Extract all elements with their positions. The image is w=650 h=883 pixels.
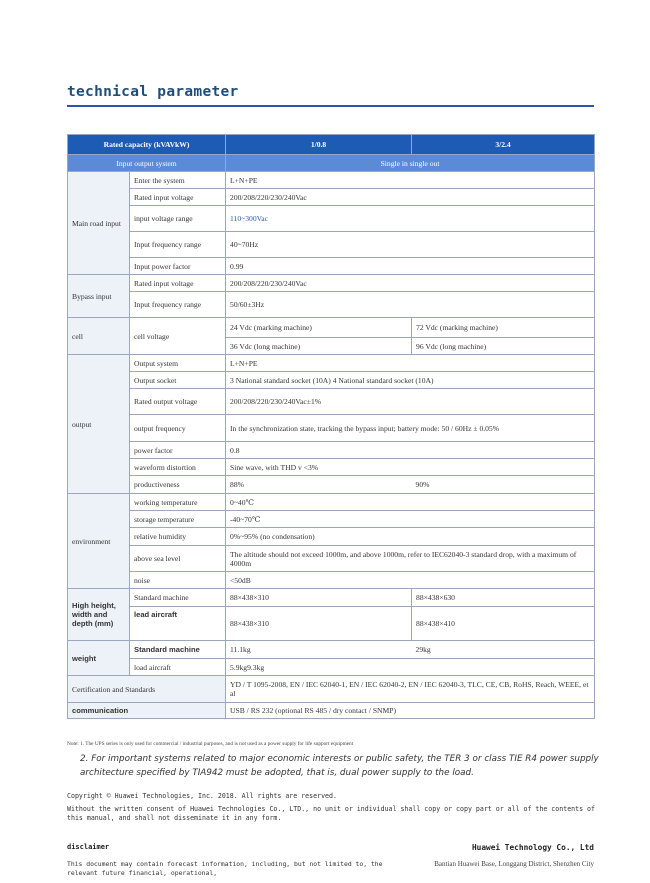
subheader-value: Single in single out: [226, 155, 595, 172]
row-value: 3 National standard socket (10A) 4 National standard socket (10A): [226, 372, 595, 389]
consent-text: Without the written consent of Huawei Technologies Co., LTD., no unit or individual shall copy or copy part or all of the contents of this manual, and shall not disseminate it in any form.: [67, 805, 595, 822]
weight-value-3: 5.9kg9.3kg: [226, 659, 595, 676]
row-label: Rated input voltage: [130, 189, 226, 206]
disclaimer-title: disclaimer: [67, 843, 110, 851]
row-label: load aircraft: [130, 659, 226, 676]
certification-value: YD / T 1095-2008, EN / IEC 62040-1, EN / IEC 62040-2, EN / IEC 62040-3, TLC, CE, CB, RoHS, Reach, WEEE, et al: [226, 676, 595, 703]
row-value: 200/208/220/230/240Vac: [226, 189, 595, 206]
cell-category: cell: [68, 318, 130, 355]
header-label: Rated capacity (kVAVkW): [68, 135, 226, 155]
table-row: [68, 546, 595, 572]
row-value: L+N+PE: [226, 355, 595, 372]
table-row: [68, 442, 595, 459]
row-label: storage temperature: [130, 511, 226, 528]
table-row: [68, 258, 595, 275]
row-label: Input frequency range: [130, 232, 226, 258]
table-row: [68, 389, 595, 415]
row-value: Sine wave, with THD v <3%: [226, 459, 595, 476]
table-row: [68, 703, 595, 719]
communication-value: USB / RS 232 (optional RS 485 / dry contact / SNMP): [226, 703, 595, 719]
row-label: noise: [130, 572, 226, 589]
table-row: [68, 659, 595, 676]
table-row: [68, 511, 595, 528]
cell-voltage-3: 36 Vdc (long machine): [226, 338, 412, 355]
row-label: waveform distortion: [130, 459, 226, 476]
table-row: [68, 206, 595, 232]
table-row: [68, 232, 595, 258]
note-1: Note: 1. The UPS series is only used for commercial / industrial purposes, and is not used as a power supply for life support equipment: [67, 741, 354, 747]
row-value: 50/60±3Hz: [226, 292, 595, 318]
bypass-category: Bypass input: [68, 275, 130, 318]
subheader-label: Input output system: [68, 155, 226, 172]
environment-category: environment: [68, 494, 130, 589]
row-label: Output system: [130, 355, 226, 372]
table-row: [68, 676, 595, 703]
table-row: [68, 494, 595, 511]
table-row: [68, 415, 595, 442]
certification-label: Certification and Standards: [68, 676, 226, 703]
title-underline: [67, 105, 594, 107]
row-label: Output socket: [130, 372, 226, 389]
weight-category: weight: [68, 641, 130, 676]
main-road-category: Main road input: [68, 172, 130, 275]
header-col-1: 1/0.8: [226, 135, 412, 155]
dimension-value-2: 88×438×630: [412, 589, 595, 607]
communication-label: communication: [68, 703, 226, 719]
row-label: cell voltage: [130, 318, 226, 355]
table-row: [68, 459, 595, 476]
row-label: Rated input voltage: [130, 275, 226, 292]
row-value: 40~70Hz: [226, 232, 595, 258]
table-row: [68, 372, 595, 389]
table-row: [68, 572, 595, 589]
row-value: 110~300Vac: [226, 206, 595, 232]
table-row: [68, 476, 595, 494]
disclaimer-text: This document may contain forecast information, including, but not limited to, the relevant future financial, operational,: [67, 860, 383, 877]
company-name: Huawei Technology Co., Ltd: [471, 843, 594, 852]
table-subheader-row: [68, 155, 595, 172]
row-label: input voltage range: [130, 206, 226, 232]
row-value: 200/208/220/230/240Vac±1%: [226, 389, 595, 415]
row-label: power factor: [130, 442, 226, 459]
row-value: -40~70℃: [226, 511, 595, 528]
row-label: lead aircraft: [130, 607, 226, 641]
row-value: 0.8: [226, 442, 595, 459]
table-row: [68, 589, 595, 607]
productiveness-value-2: 90%: [412, 476, 595, 494]
productiveness-value-1: 88%: [226, 476, 412, 494]
weight-value-1: 11.1kg: [226, 641, 412, 659]
row-value: 0%~95% (no condensation): [226, 528, 595, 546]
row-value: 200/208/220/230/240Vac: [226, 275, 595, 292]
table-row: [68, 607, 595, 641]
company-address: Bantian Huawei Base, Longgang District, Shenzhen City: [434, 860, 594, 868]
table-row: [68, 172, 595, 189]
dimensions-category: High height, width and depth (mm): [68, 589, 130, 641]
table-row: [68, 641, 595, 659]
table-row: [68, 189, 595, 206]
copyright-text: Copyright © Huawei Technologies, Inc. 2018. All rights are reserved.: [67, 792, 337, 800]
row-label: Enter the system: [130, 172, 226, 189]
row-value: L+N+PE: [226, 172, 595, 189]
table-row: [68, 528, 595, 546]
row-label: Input power factor: [130, 258, 226, 275]
dimension-value-1: 88×438×310: [226, 589, 412, 607]
row-label: output frequency: [130, 415, 226, 442]
dimension-value-4: 88×438×410: [412, 607, 595, 641]
spec-table: [67, 134, 595, 719]
cell-voltage-2: 72 Vdc (marking machine): [412, 318, 595, 338]
table-row: [68, 355, 595, 372]
row-label: Input frequency range: [130, 292, 226, 318]
row-value: 0~40℃: [226, 494, 595, 511]
row-label: above sea level: [130, 546, 226, 572]
note-2: 2. For important systems related to major economic interests or public safety, the TER 3 or class TIE R4 power supply architecture specified by TIA942 must be adopted, that is, dual power supply to the load.: [80, 754, 599, 778]
row-value: 0.99: [226, 258, 595, 275]
cell-voltage-1: 24 Vdc (marking machine): [226, 318, 412, 338]
row-value: <50dB: [226, 572, 595, 589]
row-value: The altitude should not exceed 1000m, and above 1000m, refer to IEC62040-3 standard drop, with a maximum of 4000m: [226, 546, 595, 572]
output-category: output: [68, 355, 130, 494]
row-value: In the synchronization state, tracking the bypass input; battery mode: 50 / 60Hz ± 0.05%: [226, 415, 595, 442]
row-label: productiveness: [130, 476, 226, 494]
table-header-row: [68, 135, 595, 155]
row-label: working temperature: [130, 494, 226, 511]
header-col-2: 3/2.4: [412, 135, 595, 155]
table-row: [68, 318, 595, 338]
row-label: relative humidity: [130, 528, 226, 546]
table-row: [68, 275, 595, 292]
page-title: technical parameter: [67, 84, 239, 100]
row-label: Standard machine: [130, 589, 226, 607]
weight-value-2: 29kg: [412, 641, 595, 659]
table-row: [68, 292, 595, 318]
dimension-value-3: 88×438×310: [226, 607, 412, 641]
row-label: Standard machine: [130, 641, 226, 659]
cell-voltage-4: 96 Vdc (long machine): [412, 338, 595, 355]
row-label: Rated output voltage: [130, 389, 226, 415]
